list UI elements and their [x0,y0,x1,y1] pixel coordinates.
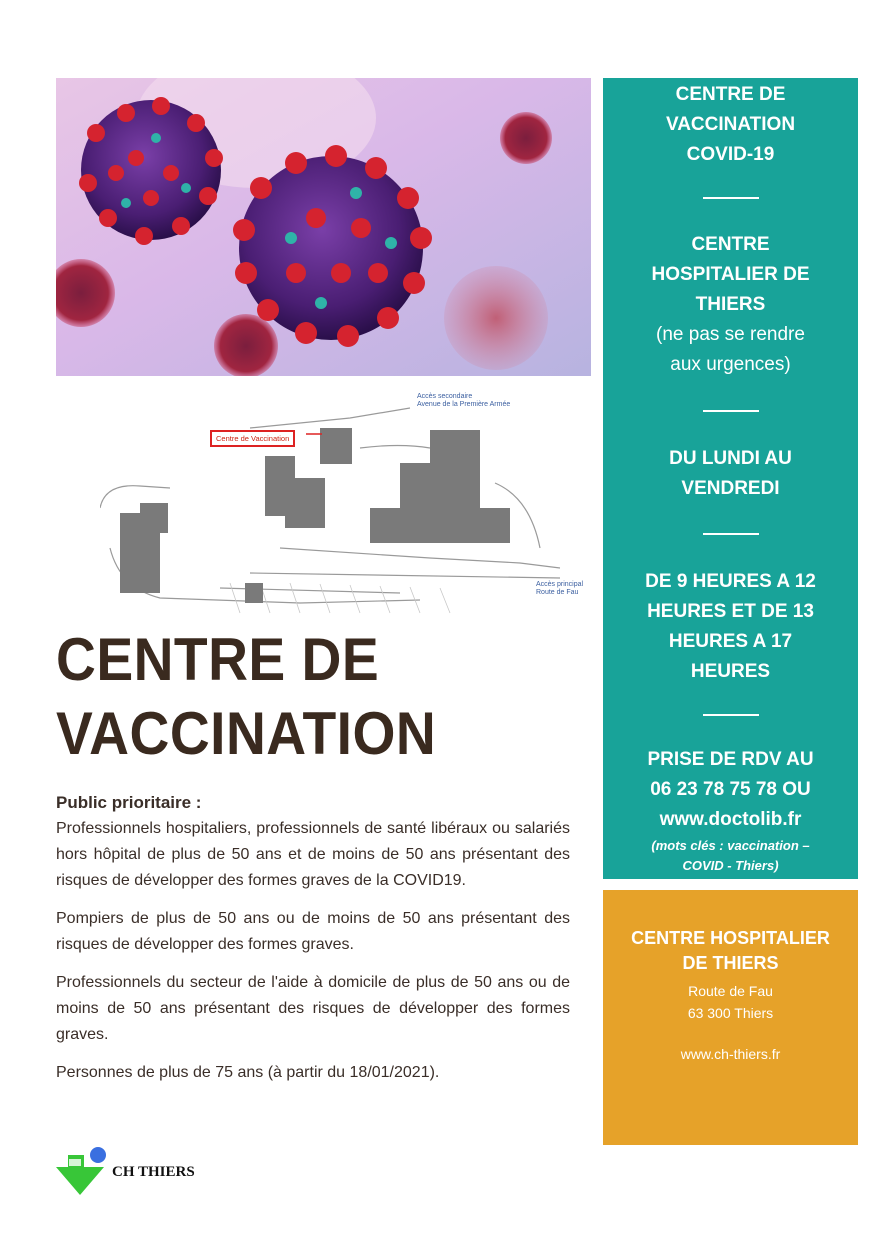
address-line: 63 300 Thiers [687,1005,774,1021]
page-title [56,623,534,771]
priority-public-section [56,792,570,1098]
paragraph: Pompiers de plus de 50 ans ou de moins de 50 ans présentant des risques de développer des formes graves. [56,910,570,953]
hospital-contact-panel [603,890,858,1145]
map-vaccination-center-label: Centre de Vaccination [210,430,295,447]
logo-text: CH THIERS [112,1164,195,1180]
opening-days [603,444,858,504]
paragraph: Personnes de plus de 75 ans (à partir du 18/01/2021). [56,1064,440,1081]
opening-hours-line: HEURES ET DE 13 [647,601,814,622]
panel-title-line: COVID-19 [686,144,775,165]
hospital-name-line: HOSPITALIER DE [651,264,810,285]
vaccination-info-panel [603,78,858,879]
doctolib-link[interactable]: www.doctolib.fr [659,809,802,830]
emergency-note-line: (ne pas se rendre [656,324,805,345]
contact-address [603,980,858,1024]
divider [703,533,759,535]
opening-hours-line: DE 9 HEURES A 12 [645,571,816,592]
hospital-name-line: THIERS [695,294,766,315]
appointment-line: PRISE DE RDV AU [647,749,814,770]
hospital-logo-icon [54,1145,108,1197]
contact-name-line: DE THIERS [682,953,779,973]
hospital-name-line: CENTRE [691,234,770,255]
opening-hours-line: HEURES [690,661,771,682]
hospital-name [603,230,858,380]
virus-hero-image [56,78,591,376]
address-line: Route de Fau [688,983,773,999]
keywords-note [603,836,858,876]
divider [703,197,759,199]
emergency-note-line: aux urgences) [670,354,791,375]
paragraph: Professionnels du secteur de l'aide à domicile de plus de 50 ans ou de moins de 50 ans présentant des risques de développer des formes graves. [56,974,570,1043]
title-line-1: CENTRE DE [56,626,380,693]
opening-days-line: VENDREDI [681,478,780,499]
divider [703,410,759,412]
title-line-2: VACCINATION [56,700,437,767]
map-main-access-label: Accès principal Route de Fau [536,581,584,596]
contact-name-line: CENTRE HOSPITALIER [631,928,830,948]
opening-days-line: DU LUNDI AU [669,448,792,469]
priority-public-heading: Public prioritaire : [56,793,202,812]
keywords-note-line: (mots clés : vaccination – [651,838,810,853]
paragraph: Professionnels hospitaliers, professionnels de santé libéraux ou salariés hors hôpital de plus de 50 ans et de moins de 50 ans présentant des risques de développer des formes graves de la COVID19. [56,820,570,889]
appointment-phone: 06 23 78 75 78 OU [650,779,811,800]
divider [703,714,759,716]
hospital-site-map [100,388,584,616]
panel-title-line: CENTRE DE [675,84,786,105]
ch-thiers-logo [54,1145,254,1197]
appointment-info [603,745,858,835]
panel-title-line: VACCINATION [665,114,796,135]
map-secondary-access-label: Accès secondaire Avenue de la Première Armée [417,393,511,408]
opening-hours-line: HEURES A 17 [668,631,793,652]
opening-hours [603,567,858,687]
keywords-note-line: COVID - Thiers) [682,858,779,873]
panel-title [603,80,858,170]
contact-hospital-name [603,926,858,976]
hospital-website-link[interactable]: www.ch-thiers.fr [680,1046,781,1062]
